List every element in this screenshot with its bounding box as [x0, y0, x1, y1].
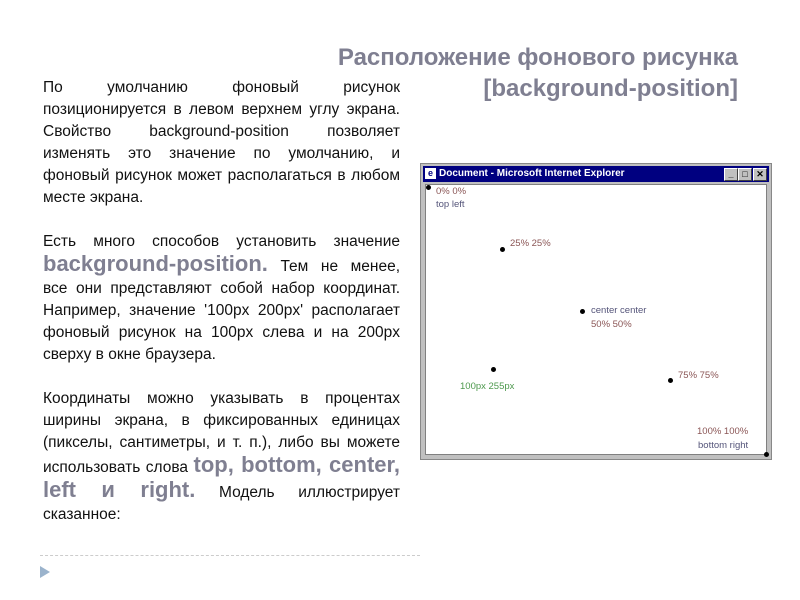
label-100: 100% 100% — [697, 426, 749, 437]
triangle-bullet-icon — [40, 566, 50, 578]
label-bottom-right: bottom right — [698, 440, 749, 451]
title-line-1: Расположение фонового рисунка — [337, 44, 738, 71]
window-title: Document - Microsoft Internet Explorer — [439, 168, 625, 179]
label-0-0: 0% 0% — [436, 186, 467, 197]
text: Координаты можно указывать в процентах ширины экрана, в фиксированных единицах (пикселы, сантиметры, и т. п.), либо вы можете использовать слова — [43, 390, 400, 476]
maximize-button[interactable]: □ — [738, 168, 752, 181]
label-50: 50% 50% — [591, 319, 632, 330]
keywords: top, bottom, center, left и right. — [43, 452, 400, 502]
label-top-left: top left — [436, 199, 465, 210]
label-25: 25% 25% — [510, 238, 551, 249]
paragraph-1: По умолчанию фоновый рисунок позиционируется в левом верхнем углу экрана. Свойство background-position позволяет изменять это значение по умолчанию, и фоновый рисунок может располагаться в любом месте экрана. — [43, 79, 400, 206]
dot-25 — [500, 247, 505, 252]
minimize-button[interactable]: _ — [724, 168, 738, 181]
page-area — [425, 184, 767, 455]
dot-75 — [668, 378, 673, 383]
paragraph-2 — [43, 231, 400, 366]
slide-body — [43, 77, 400, 548]
label-100px-255px: 100px 255px — [460, 381, 515, 392]
dot-center — [580, 309, 585, 314]
divider — [40, 555, 420, 556]
text: Тем не менее, все они представляют собой набор координат. Например, значение '100px 200px' располагает фоновый рисунок на 100px слева и на 200px сверху в окне браузера. — [43, 258, 400, 363]
label-75: 75% 75% — [678, 370, 719, 381]
close-button[interactable]: ✕ — [753, 168, 767, 181]
ie-icon: e — [425, 168, 436, 179]
dot-bottom-right — [764, 452, 769, 457]
text: Есть много способов установить значение — [43, 233, 400, 250]
browser-window — [420, 163, 772, 460]
title-line-2: [background-position] — [483, 75, 738, 102]
keyword: background-position. — [43, 251, 268, 276]
title-bar — [423, 166, 769, 182]
dot-top-left — [426, 185, 431, 190]
text: Модель иллюстрирует сказанное: — [43, 484, 400, 523]
label-center: center center — [591, 305, 647, 316]
paragraph-3 — [43, 388, 400, 526]
dot-100px — [491, 367, 496, 372]
